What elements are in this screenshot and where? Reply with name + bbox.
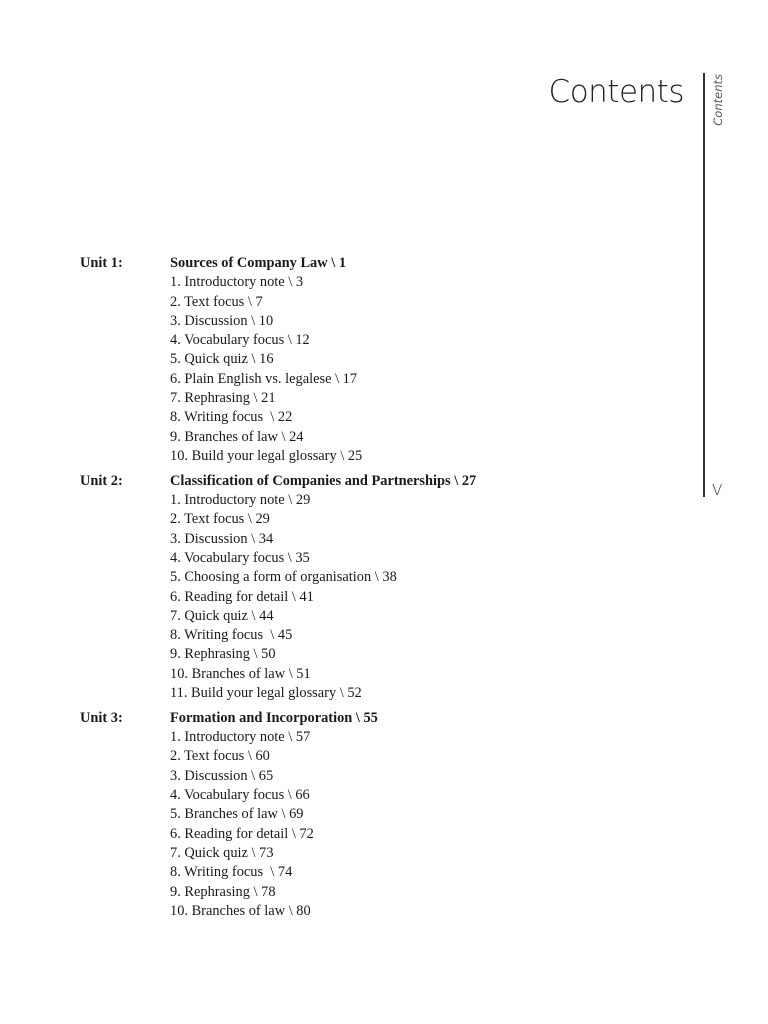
unit-title: Sources of Company Law \ 1 <box>170 255 347 271</box>
toc-entry: 6. Reading for detail \ 72 <box>170 825 314 842</box>
unit-body <box>170 254 640 466</box>
unit-1 <box>80 254 640 466</box>
toc-entry: 10. Build your legal glossary \ 25 <box>170 447 363 464</box>
toc-entry: 1. Introductory note \ 57 <box>170 729 311 746</box>
unit-body <box>170 709 640 921</box>
toc-entry: 6. Reading for detail \ 41 <box>170 588 314 605</box>
page-title: Contents <box>548 74 684 110</box>
unit-3 <box>80 709 640 921</box>
toc-entry: 11. Build your legal glossary \ 52 <box>170 685 362 702</box>
toc-entry: 9. Branches of law \ 24 <box>170 428 304 445</box>
unit-label: Unit 1: <box>80 255 123 271</box>
toc-entry: 8. Writing focus \ 45 <box>170 627 293 644</box>
toc-entry: 4. Vocabulary focus \ 35 <box>170 549 310 566</box>
toc-entry: 4. Vocabulary focus \ 12 <box>170 332 310 349</box>
unit-title: Classification of Companies and Partnerships \ 27 <box>170 472 477 489</box>
table-of-contents <box>80 254 640 927</box>
toc-entry: 8. Writing focus \ 74 <box>170 864 293 881</box>
toc-entry: 10. Branches of law \ 51 <box>170 665 311 682</box>
toc-entry: 5. Quick quiz \ 16 <box>170 351 274 368</box>
toc-entry: 3. Discussion \ 65 <box>170 767 274 784</box>
toc-entry: 2. Text focus \ 7 <box>170 293 263 310</box>
toc-entry: 5. Choosing a form of organisation \ 38 <box>170 569 397 586</box>
toc-entry: 9. Rephrasing \ 50 <box>170 646 276 663</box>
margin-rule <box>703 73 705 497</box>
running-head: Contents <box>711 74 725 126</box>
toc-entry: 2. Text focus \ 29 <box>170 511 270 528</box>
toc-entry: 8. Writing focus \ 22 <box>170 409 293 426</box>
toc-entry: 4. Vocabulary focus \ 66 <box>170 787 310 804</box>
unit-label: Unit 3: <box>80 709 123 726</box>
toc-entry: 6. Plain English vs. legalese \ 17 <box>170 370 358 387</box>
page-number: V <box>712 481 723 499</box>
toc-entry: 10. Branches of law \ 80 <box>170 902 311 919</box>
toc-entry: 1. Introductory note \ 3 <box>170 274 304 291</box>
toc-entry: 3. Discussion \ 34 <box>170 530 274 547</box>
toc-entry: 7. Quick quiz \ 73 <box>170 844 274 861</box>
unit-title: Formation and Incorporation \ 55 <box>170 709 378 726</box>
toc-entry: 1. Introductory note \ 29 <box>170 492 311 509</box>
toc-entry: 5. Branches of law \ 69 <box>170 806 304 823</box>
toc-entry: 7. Quick quiz \ 44 <box>170 607 274 624</box>
toc-entry: 9. Rephrasing \ 78 <box>170 883 276 900</box>
toc-entry: 3. Discussion \ 10 <box>170 312 274 329</box>
unit-2 <box>80 472 640 704</box>
unit-label: Unit 2: <box>80 472 123 489</box>
toc-entry: 2. Text focus \ 60 <box>170 748 270 765</box>
unit-body <box>170 472 640 704</box>
toc-entry: 7. Rephrasing \ 21 <box>170 390 276 407</box>
